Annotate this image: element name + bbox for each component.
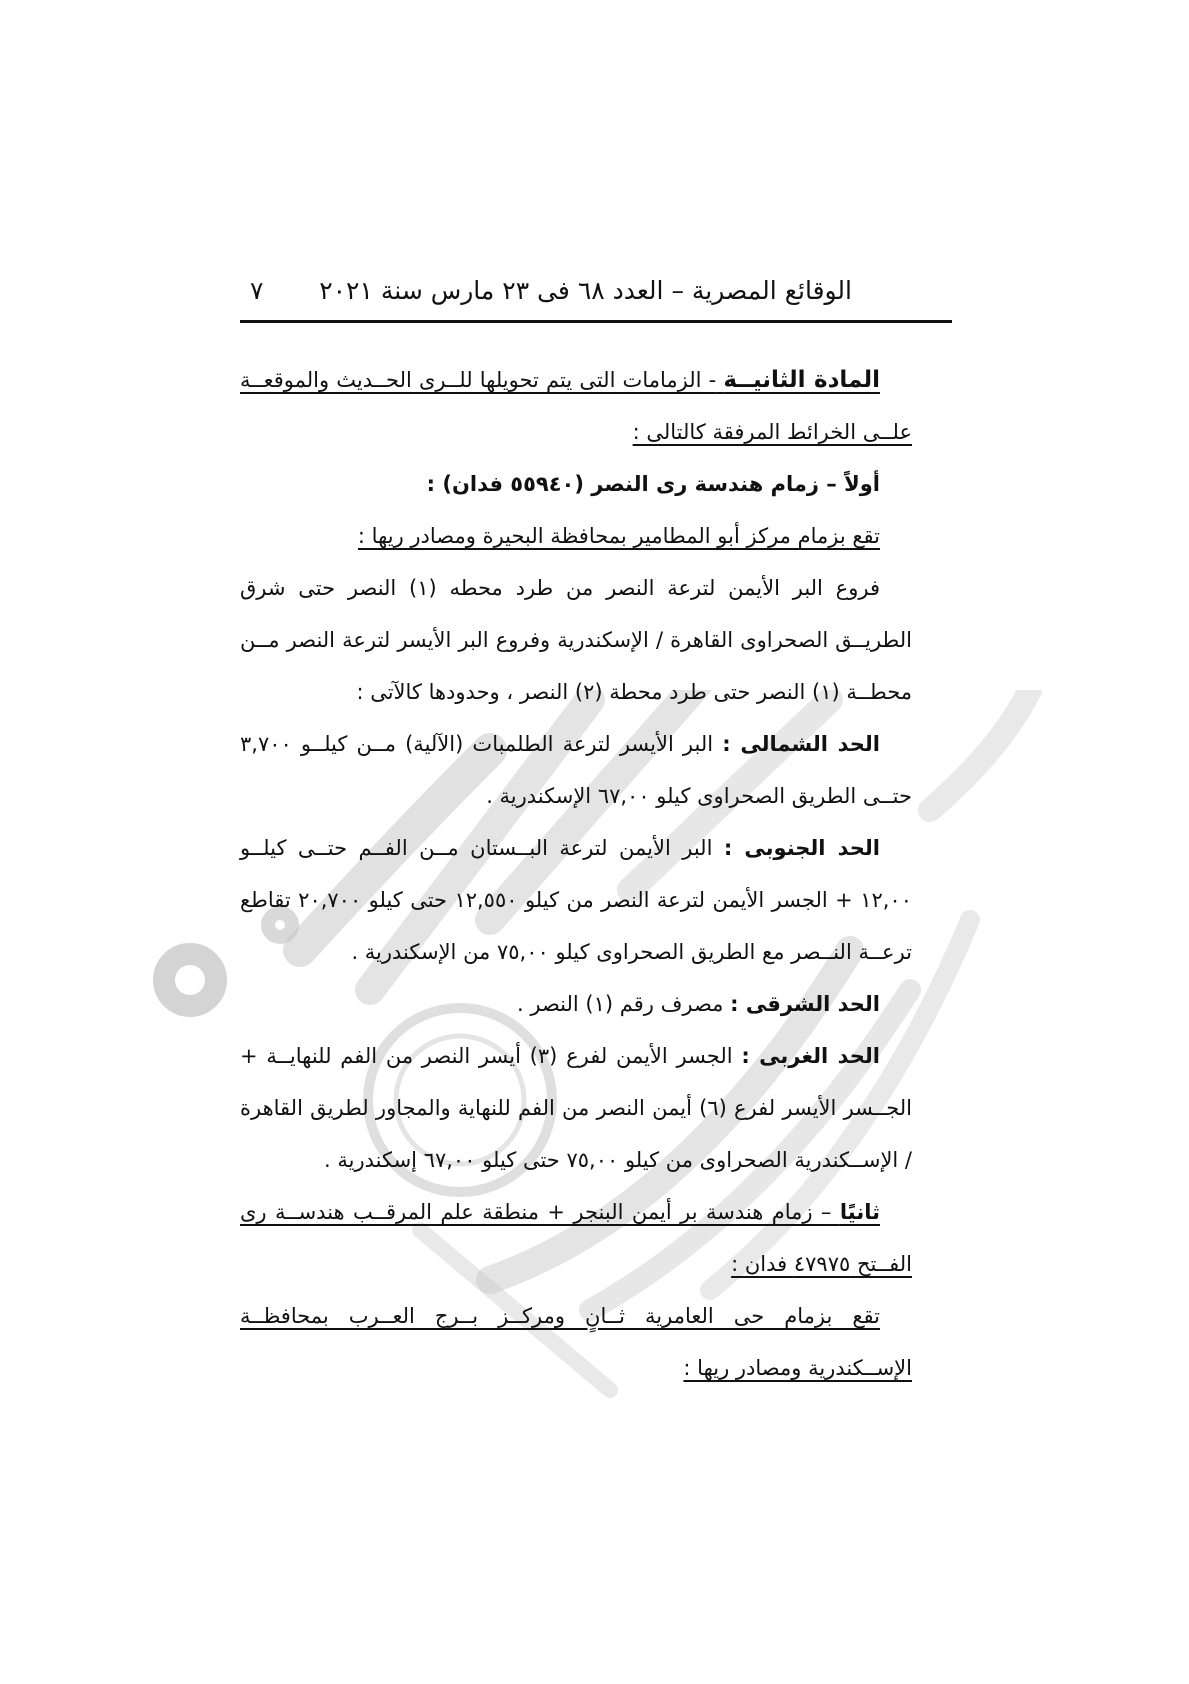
boundary-north-text: البر الأيسر لترعة الطلمبات (الآلية) مــن كيلــو ٣,٧٠٠ حتــى الطريق الصحراوى كيلو ٦٧,٠٠ الإسكندرية .: [240, 732, 912, 808]
boundary-north: [240, 718, 912, 822]
page-number: ٧: [250, 276, 264, 305]
boundary-west-label: الحد الغربى :: [741, 1044, 880, 1068]
section2-title: [240, 1186, 912, 1290]
page-header: [240, 270, 952, 323]
section2-label: ثانيًا: [839, 1200, 880, 1224]
section1-title-text: أولاً – زمام هندسة رى النصر (٥٥٩٤٠ فدان) :: [426, 472, 880, 496]
boundary-south-label: الحد الجنوبى :: [723, 836, 880, 860]
boundary-south: [240, 822, 912, 978]
boundary-north-label: الحد الشمالى :: [722, 732, 880, 756]
section1-sources: فروع البر الأيمن لترعة النصر من طرد محطه (١) النصر حتى شرق الطريــق الصحراوى القاهرة / الإسكندرية وفروع البر الأيسر لترعة النصر مــن محطــة (١) النصر حتى طرد محطة (٢) النصر ، وحدودها كالآتى :: [240, 576, 912, 704]
boundary-east-text: مصرف رقم (١) النصر .: [517, 992, 724, 1016]
article-heading: المادة الثانيــة: [723, 367, 880, 393]
section1-title: [240, 458, 912, 510]
boundary-east: [240, 978, 912, 1030]
boundary-east-label: الحد الشرقى :: [730, 992, 880, 1016]
boundary-west: [240, 1030, 912, 1186]
section1-location: [240, 510, 912, 562]
header-title: الوقائع المصرية – العدد ٦٨ فى ٢٣ مارس سنة ٢٠٢١: [319, 276, 852, 305]
article-intro-text: - الزمامات التى يتم تحويلها للــرى الحــديث والموقعــة علــى الخرائط المرفقة كالتالى :: [240, 368, 912, 444]
section2-title-text: – زمام هندسة بر أيمن البنجر + منطقة علم المرقــب هندســة رى الفــتح ٤٧٩٧٥ فدان :: [240, 1200, 912, 1276]
section1-location-text: تقع بزمام مركز أبو المطامير بمحافظة البحيرة ومصادر ريها :: [357, 524, 880, 548]
boundary-west-text: الجسر الأيمن لفرع (٣) أيسر النصر من الفم للنهايــة + الجــسر الأيسر لفرع (٦) أيمن النصر من الفم للنهاية والمجاور لطريق القاهرة / الإســكندرية الصحراوى من كيلو ٧٥,٠٠ حتى كيلو ٦٧,٠٠ إسكندرية .: [240, 1044, 912, 1172]
section2-location: تقع بزمام حى العامرية ثــانٍ ومركــز بــرج العــرب بمحافظــة الإســكندرية ومصادر ريها :: [240, 1304, 912, 1380]
article-intro: [240, 354, 912, 458]
boundary-south-text: البر الأيمن لترعة البــستان مــن الفــم حتــى كيلــو ١٢,٠٠ + الجسر الأيمن لترعة النصر من كيلو ١٢,٥٥٠ حتى كيلو ٢٠,٧٠٠ تقاطع ترعــة النــصر مع الطريق الصحراوى كيلو ٧٥,٠٠ من الإسكندرية .: [240, 836, 912, 964]
document-body: [240, 354, 912, 1394]
